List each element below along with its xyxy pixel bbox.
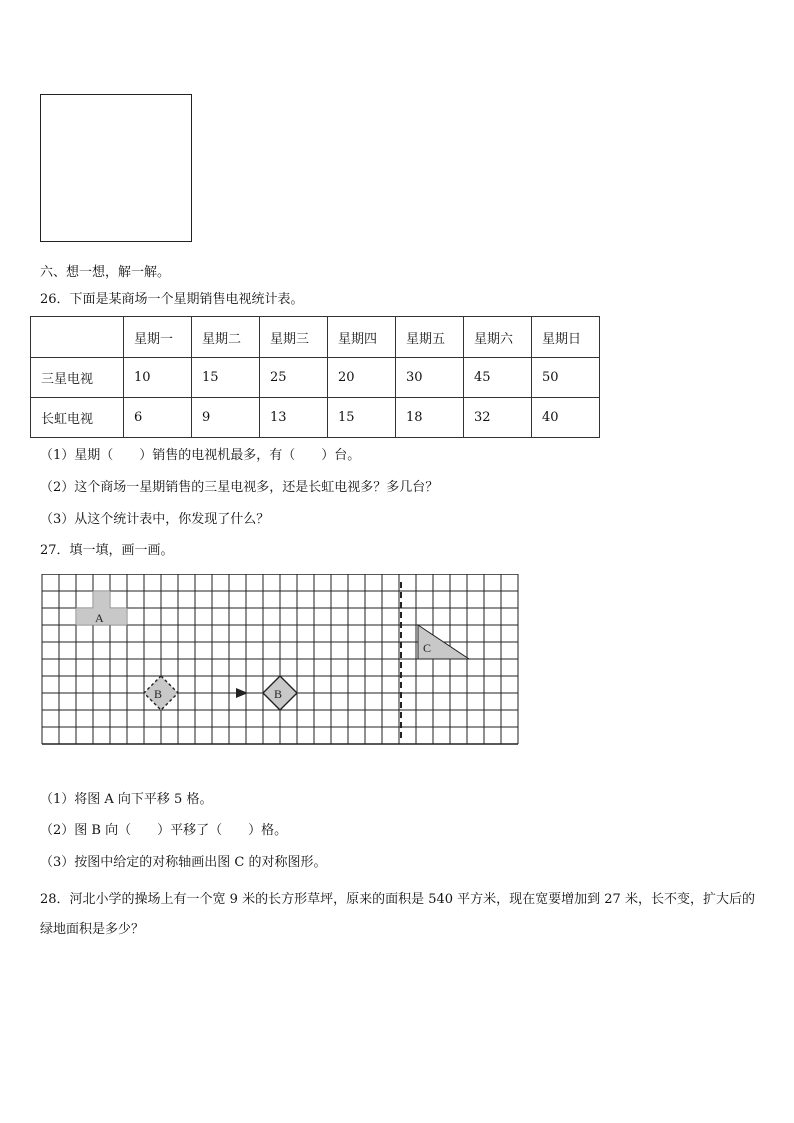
table-cell: 25 — [260, 358, 328, 398]
table-cell: 40 — [532, 398, 600, 438]
q26-sub1: （1）星期（ ）销售的电视机最多，有（ ）台。 — [40, 448, 361, 463]
table-header-cell: 星期五 — [396, 317, 464, 358]
q26-title: 26．下面是某商场一个星期销售电视统计表。 — [40, 292, 304, 307]
table-cell: 32 — [464, 398, 532, 438]
q27-sub3: （3）按图中给定的对称轴画出图 C 的对称图形。 — [40, 855, 327, 870]
table-cell: 10 — [124, 358, 192, 398]
tv-sales-table — [30, 316, 600, 438]
table-header-cell: 星期三 — [260, 317, 328, 358]
grid-figure — [40, 574, 526, 746]
table-cell: 45 — [464, 358, 532, 398]
table-header-cell: 星期日 — [532, 317, 600, 358]
section-6-title: 六、想一想，解一解。 — [40, 265, 171, 280]
table-header-cell: 星期一 — [124, 317, 192, 358]
table-cell: 6 — [124, 398, 192, 438]
q26-sub3: （3）从这个统计表中，你发现了什么？ — [40, 512, 270, 527]
table-row — [31, 358, 600, 398]
shape-c-label: C — [423, 641, 432, 655]
q27-sub1: （1）将图 A 向下平移 5 格。 — [40, 792, 213, 807]
table-header-cell: 星期四 — [328, 317, 396, 358]
table-header-cell: 星期六 — [464, 317, 532, 358]
table-cell: 13 — [260, 398, 328, 438]
table-header-cell — [31, 317, 124, 358]
table-header-row — [31, 317, 600, 358]
table-cell: 9 — [192, 398, 260, 438]
shape-a-label: A — [95, 611, 104, 625]
answer-drawing-box — [40, 94, 192, 242]
table-cell: 30 — [396, 358, 464, 398]
q28-text: 28．河北小学的操场上有一个宽 9 米的长方形草坪，原来的面积是 540 平方米，现在宽要增加到 27 米，长不变，扩大后的绿地面积是多少？ — [40, 892, 755, 937]
row-label: 三星电视 — [31, 358, 124, 398]
table-header-cell: 星期二 — [192, 317, 260, 358]
row-label: 长虹电视 — [31, 398, 124, 438]
table-cell: 20 — [328, 358, 396, 398]
table-cell: 15 — [328, 398, 396, 438]
table-cell: 15 — [192, 358, 260, 398]
table-cell: 50 — [532, 358, 600, 398]
shape-b-dashed-label: B — [154, 687, 163, 701]
q26-sub2: （2）这个商场一星期销售的三星电视多，还是长虹电视多？多几台？ — [40, 480, 439, 495]
shape-b-solid-label: B — [274, 687, 283, 701]
q27-title: 27．填一填，画一画。 — [40, 543, 174, 558]
q27-sub2: （2）图 B 向（ ）平移了（ ）格。 — [40, 823, 288, 838]
table-row — [31, 398, 600, 438]
table-cell: 18 — [396, 398, 464, 438]
